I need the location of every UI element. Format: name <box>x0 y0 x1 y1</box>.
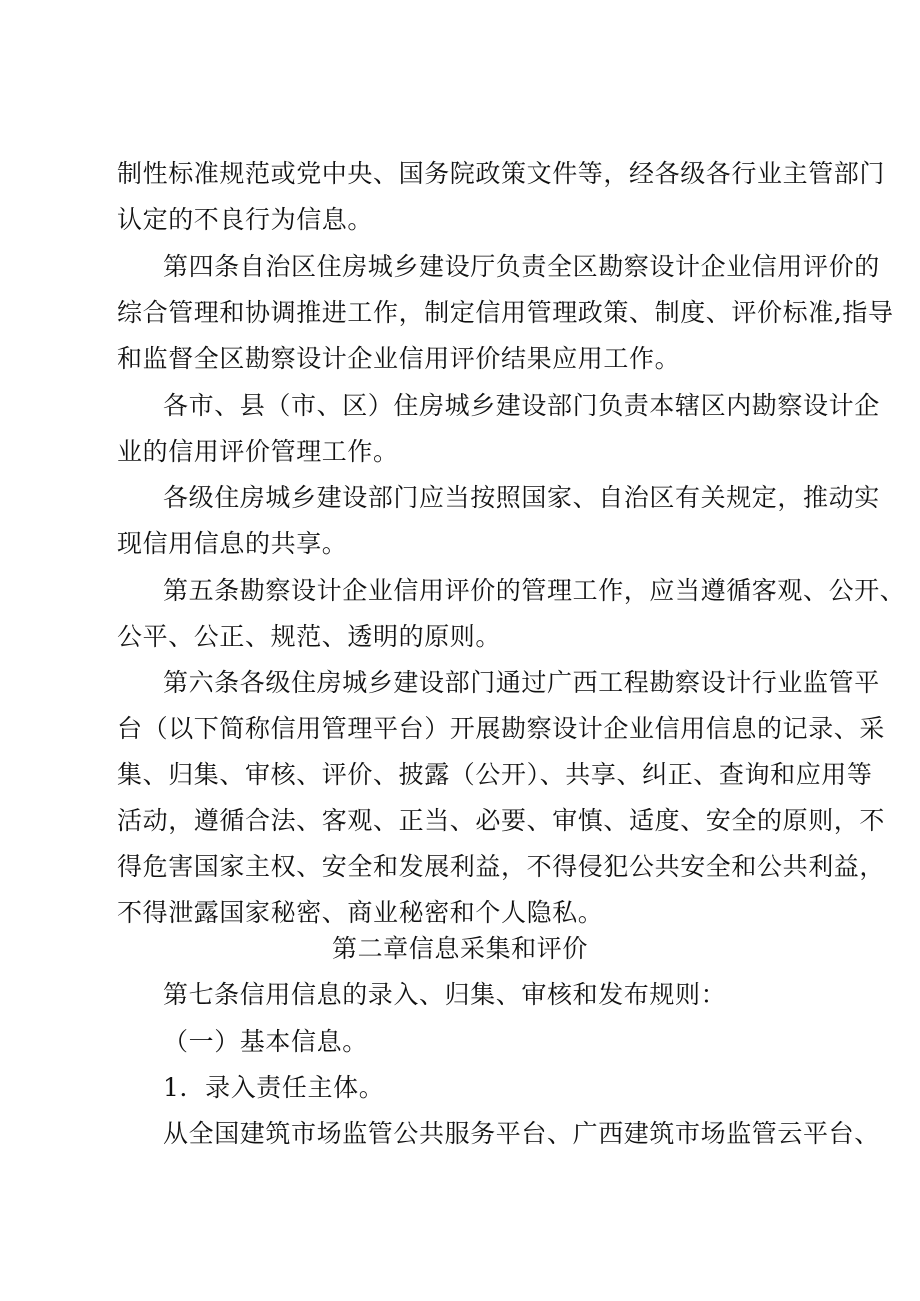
subsection-heading: 1．录入责任主体。 <box>163 1073 385 1102</box>
paragraph-line-1: 各市、县（市、区）住房城乡建设部门负责本辖区内勘察设计企 <box>163 391 880 420</box>
article-6-line-6: 不得泄露国家秘密、商业秘密和个人隐私。 <box>117 898 604 927</box>
article-5-line-1: 第五条勘察设计企业信用评价的管理工作，应当遵循客观、公开、 <box>163 576 906 605</box>
paragraph-line-3: 各级住房城乡建设部门应当按照国家、自治区有关规定，推动实 <box>163 483 880 512</box>
article-6-line-3: 集、归集、审核、评价、披露（公开）、共享、纠正、查询和应用等 <box>117 760 873 789</box>
paragraph-line-2: 业的信用评价管理工作。 <box>117 437 399 466</box>
text-line-1: 制性标准规范或党中央、国务院政策文件等，经各级各行业主管部门 <box>117 159 886 188</box>
text-line-2: 认定的不良行为信息。 <box>117 205 374 234</box>
article-4-line-3: 和监督全区勘察设计企业信用评价结果应用工作。 <box>117 344 681 373</box>
article-4-line-1: 第四条自治区住房城乡建设厅负责全区勘察设计企业信用评价的 <box>163 252 880 281</box>
article-6-line-5: 得危害国家主权、安全和发展利益，不得侵犯公共安全和公共利益， <box>117 852 886 881</box>
article-4-line-2: 综合管理和协调推进工作，制定信用管理政策、制度、评价标准,指导 <box>117 298 894 327</box>
paragraph-line-4: 现信用信息的共享。 <box>117 529 348 558</box>
article-6-line-1: 第六条各级住房城乡建设部门通过广西工程勘察设计行业监管平 <box>163 668 880 697</box>
article-7-line-1: 第七条信用信息的录入、归集、审核和发布规则： <box>163 980 727 1009</box>
chapter-heading: 第二章信息采集和评价 <box>331 934 588 963</box>
section-heading: （一）基本信息。 <box>163 1027 368 1056</box>
paragraph-line-5: 从全国建筑市场监管公共服务平台、广西建筑市场监管云平台、 <box>163 1119 880 1148</box>
article-6-line-4: 活动，遵循合法、客观、正当、必要、审慎、适度、安全的原则，不 <box>117 806 886 835</box>
article-6-line-2: 台（以下简称信用管理平台）开展勘察设计企业信用信息的记录、采 <box>117 714 886 743</box>
article-5-line-2: 公平、公正、规范、透明的原则。 <box>117 622 502 651</box>
